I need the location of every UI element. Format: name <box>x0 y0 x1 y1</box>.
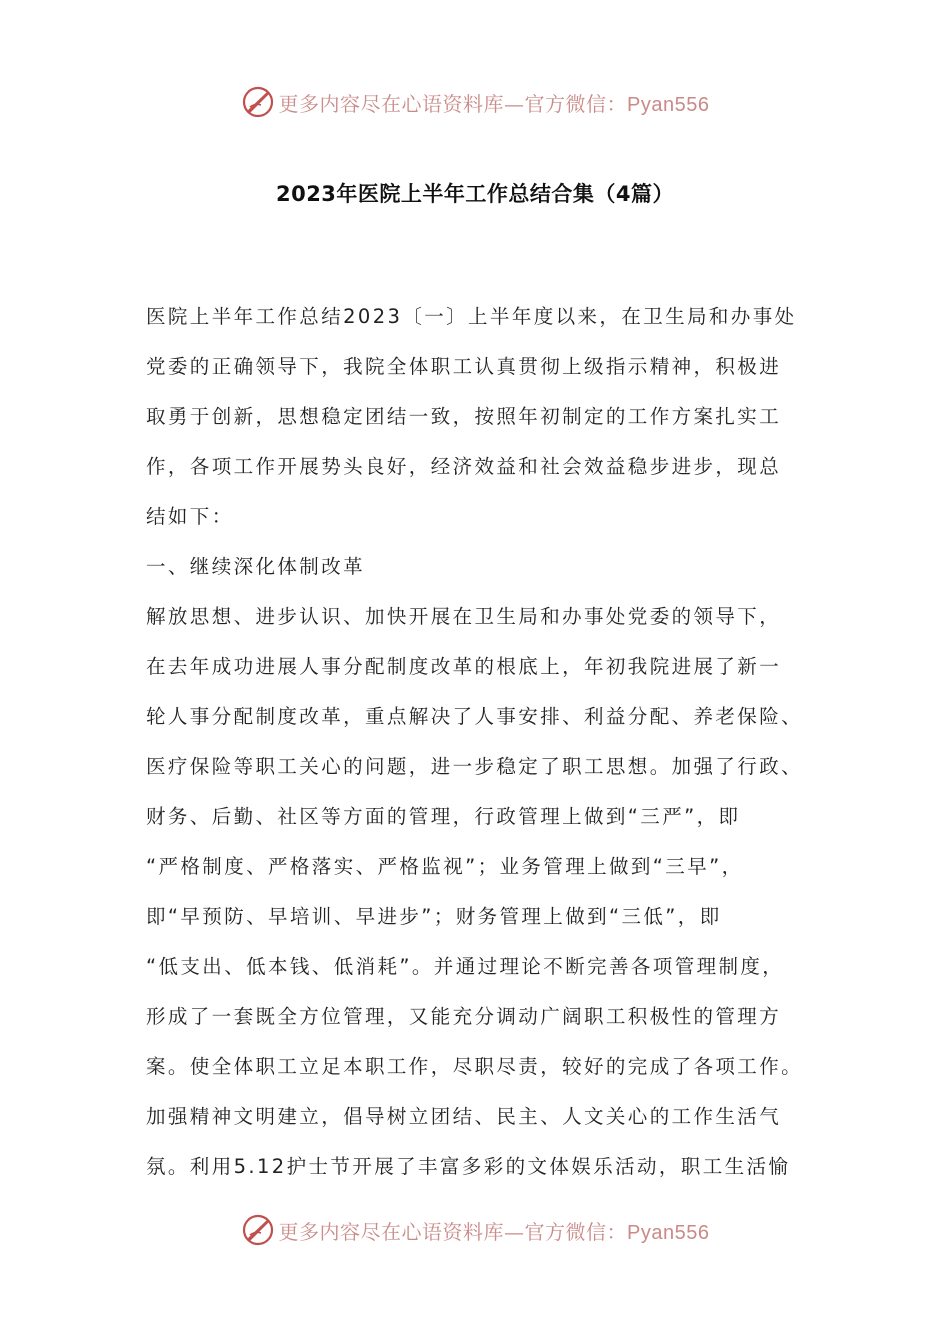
document-body <box>146 298 808 1198</box>
document-title: 2023年医院上半年工作总结合集（4篇） <box>275 182 675 206</box>
quill-pen-icon <box>241 1213 275 1247</box>
text-line: 作，各项工作开展势头良好，经济效益和社会效益稳步进步，现总 <box>146 455 782 478</box>
text-line: “低支出、低本钱、低消耗”。并通过理论不断完善各项管理制度， <box>146 955 785 978</box>
text-line: 轮人事分配制度改革，重点解决了人事安排、利益分配、养老保险、 <box>146 705 804 728</box>
text-line: 形成了一套既全方位管理，又能充分调动广阔职工积极性的管理方 <box>146 1005 782 1028</box>
text-line: 解放思想、进步认识、加快开展在卫生局和办事处党委的领导下， <box>146 605 782 628</box>
text-line: 取勇于创新，思想稳定团结一致，按照年初制定的工作方案扎实工 <box>146 405 782 428</box>
text-line: “严格制度、严格落实、严格监视”；业务管理上做到“三早”， <box>146 855 744 878</box>
text-line: 氛。利用5.12护士节开展了丰富多彩的文体娱乐活动，职工生活愉 <box>146 1155 791 1178</box>
header-watermark <box>0 82 950 122</box>
quill-pen-icon <box>241 85 275 119</box>
text-line: 在去年成功进展人事分配制度改革的根底上，年初我院进展了新一 <box>146 655 782 678</box>
text-line: 医院上半年工作总结2023〔一〕上半年度以来，在卫生局和办事处 <box>146 305 797 328</box>
watermark-text: 更多内容尽在心语资料库—官方微信：Pyan556 <box>278 1219 710 1244</box>
text-line: 财务、后勤、社区等方面的管理，行政管理上做到“三严”，即 <box>146 805 741 828</box>
text-line: 结如下： <box>146 505 234 528</box>
section-heading: 一、继续深化体制改革 <box>146 555 366 578</box>
text-line: 即“早预防、早培训、早进步”；财务管理上做到“三低”，即 <box>146 905 722 928</box>
text-line: 党委的正确领导下，我院全体职工认真贯彻上级指示精神，积极进 <box>146 355 782 378</box>
watermark-text: 更多内容尽在心语资料库—官方微信：Pyan556 <box>278 91 710 116</box>
footer-watermark <box>0 1210 950 1250</box>
text-line: 医疗保险等职工关心的问题，进一步稳定了职工思想。加强了行政、 <box>146 755 804 778</box>
text-line: 加强精神文明建立，倡导树立团结、民主、人文关心的工作生活气 <box>146 1105 782 1128</box>
text-line: 案。使全体职工立足本职工作，尽职尽责，较好的完成了各项工作。 <box>146 1055 804 1078</box>
